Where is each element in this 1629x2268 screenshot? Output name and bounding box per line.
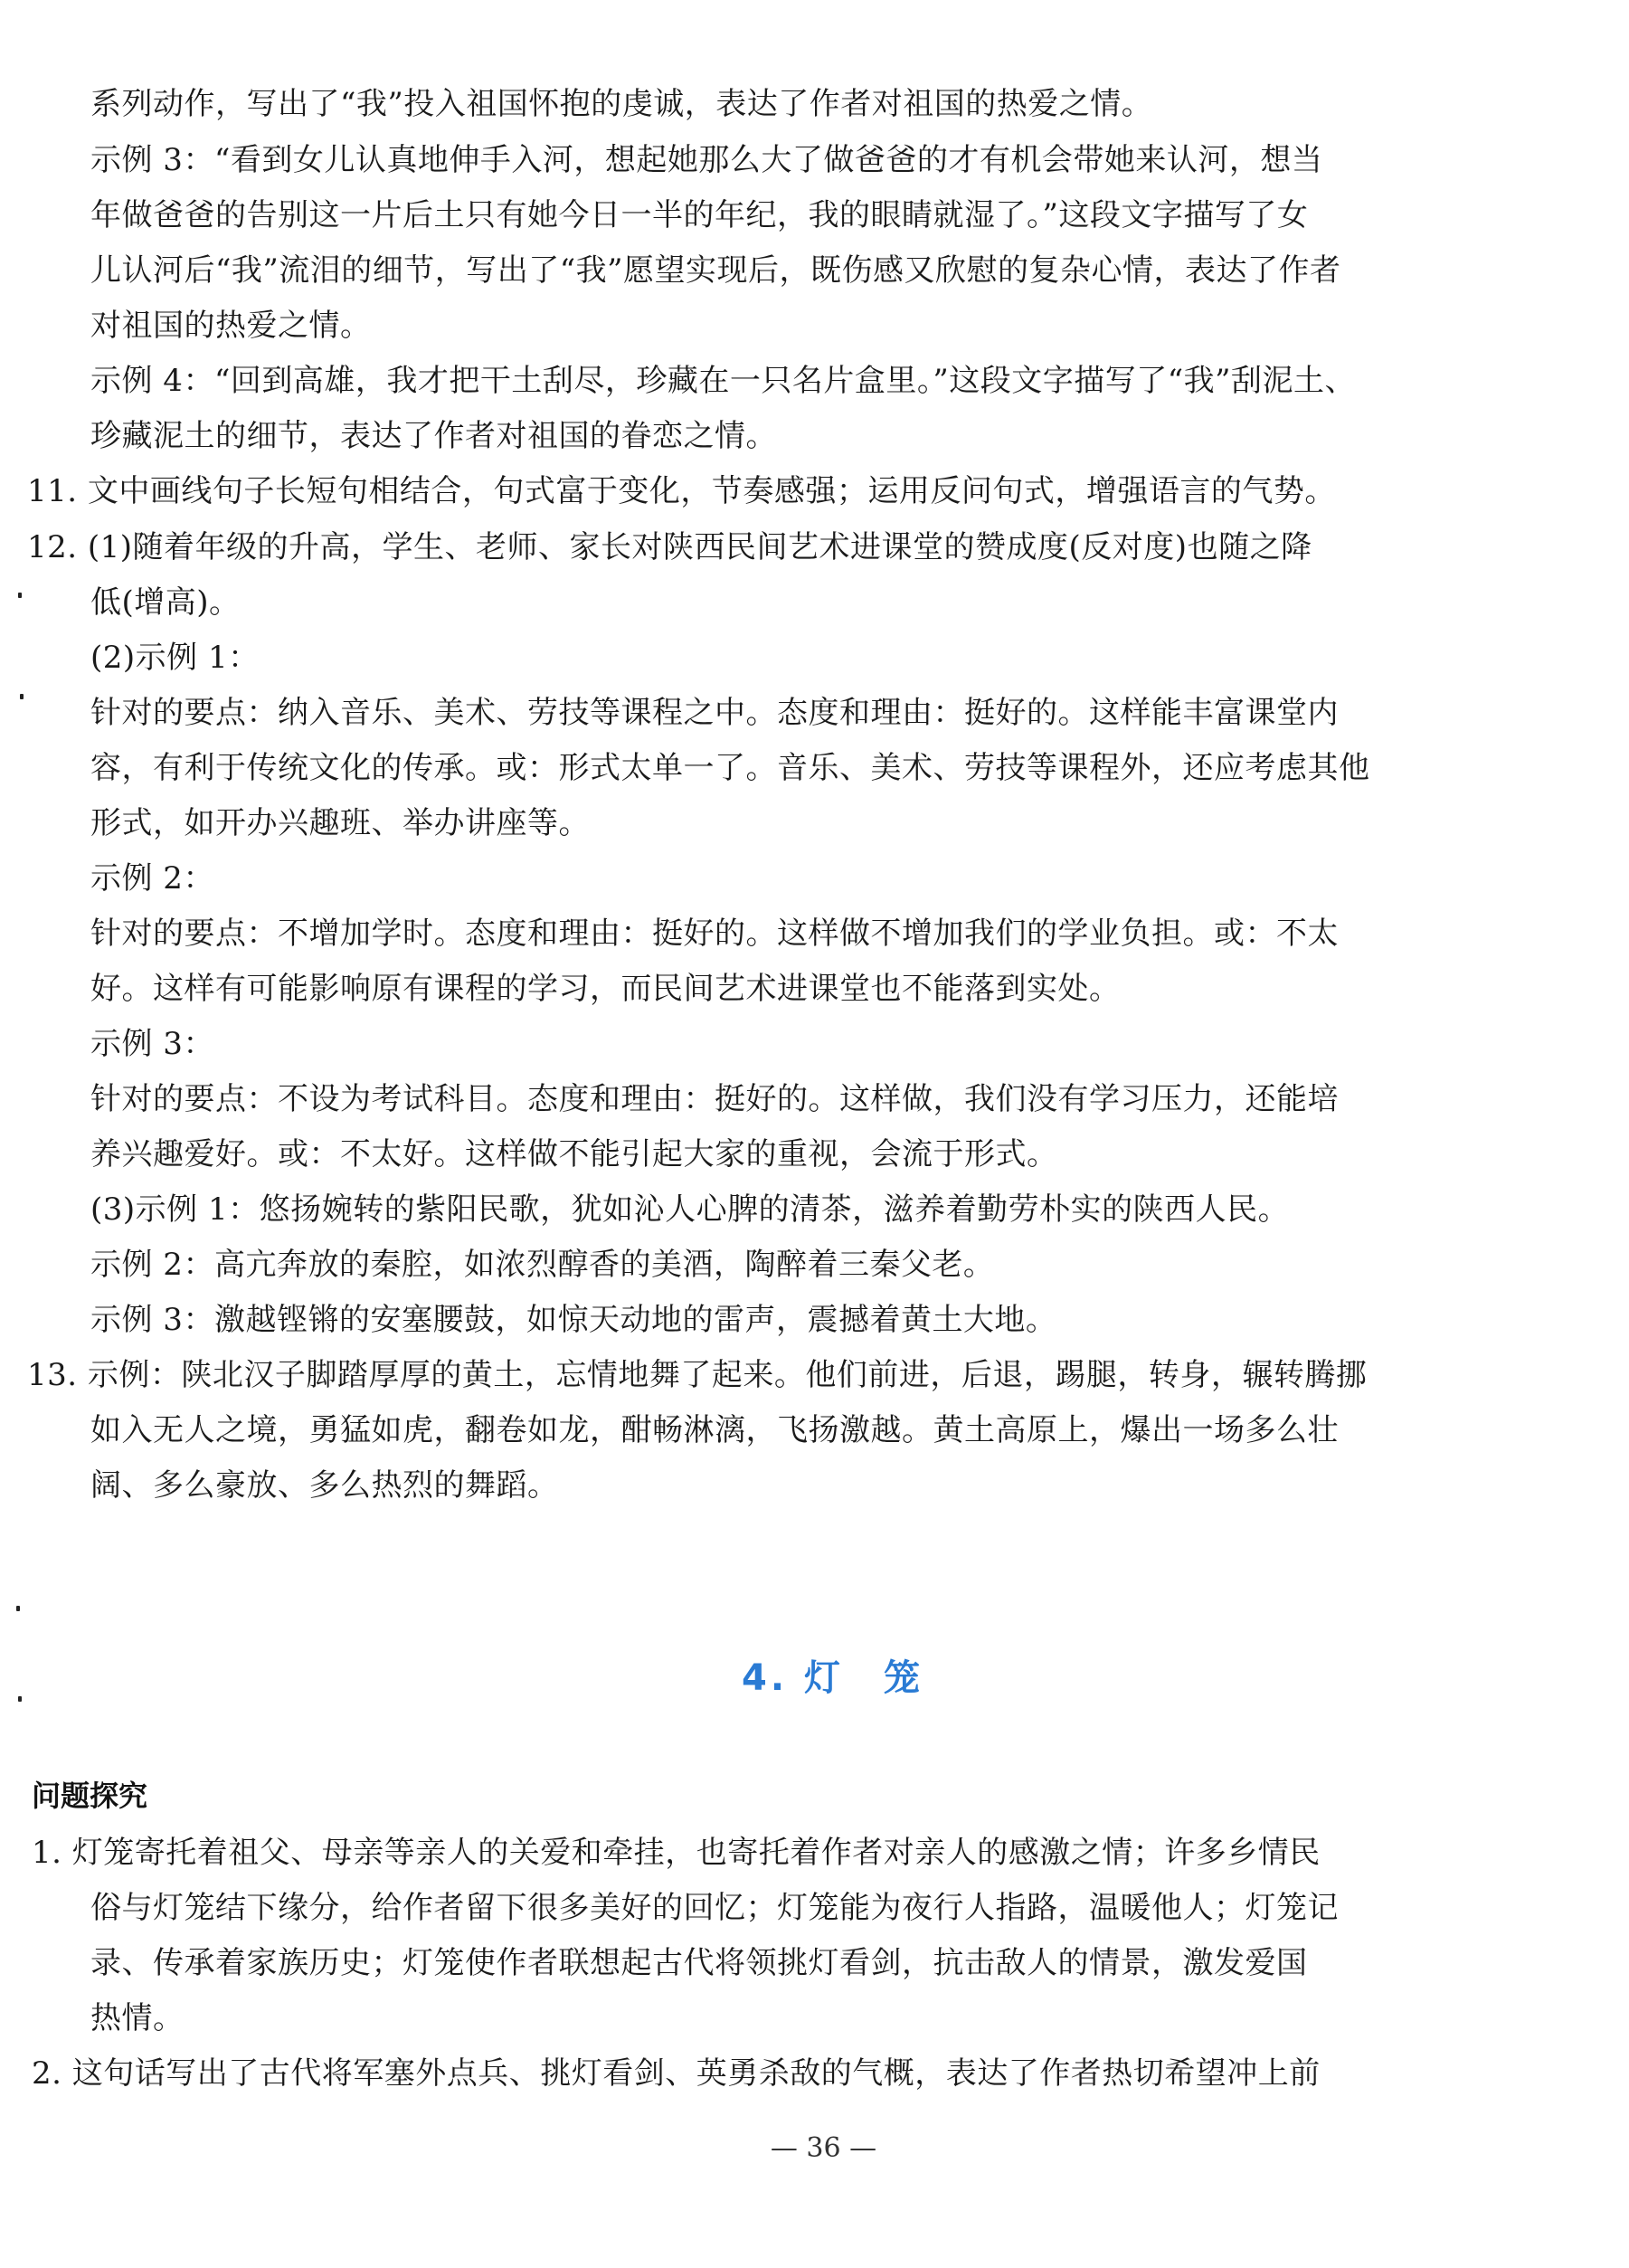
text-line: 示例 3：激越铿锵的安塞腰鼓，如惊天动地的雷声，震撼着黄土大地。: [90, 1302, 1057, 1338]
text-line: 示例 3：“看到女儿认真地伸手入河，想起她那么大了做爸爸的才有机会带她来认河，想当: [90, 142, 1323, 178]
text-line: (2)示例 1：: [90, 640, 260, 676]
text-line: 示例 2：: [90, 860, 214, 897]
scan-dot: [18, 593, 22, 598]
scan-dot: [20, 694, 24, 699]
text-line: 年做爸爸的告别这一片后土只有她今日一半的年纪，我的眼睛就湿了。”这段文字描写了女: [90, 197, 1309, 233]
text-line: 如入无人之境，勇猛如虎，翻卷如龙，酣畅淋漓，飞扬激越。黄土高原上，爆出一场多么壮: [90, 1412, 1339, 1448]
text-line: 录、传承着家族历史；灯笼使作者联想起古代将领挑灯看剑，抗击敌人的情景，激发爱国: [90, 1945, 1308, 1981]
text-line: 低(增高)。: [90, 584, 241, 621]
text-line: 珍藏泥土的细节，表达了作者对祖国的眷恋之情。: [90, 418, 777, 454]
text-line: 示例 3：: [90, 1026, 214, 1062]
text-line: 13. 示例：陕北汉子脚踏厚厚的黄土，忘情地舞了起来。他们前进，后退，踢腿，转身，辗转腾挪: [27, 1357, 1368, 1393]
text-line: 形式，如开办兴趣班、举办讲座等。: [90, 805, 590, 841]
text-line: 12. (1)随着年级的升高，学生、老师、家长对陕西民间艺术进课堂的赞成度(反对度)也随之降: [27, 529, 1312, 565]
text-line: 示例 2：高亢奔放的秦腔，如浓烈醇香的美酒，陶醉着三秦父老。: [90, 1247, 995, 1283]
page-number: — 36 —: [770, 2132, 877, 2164]
text-line: 热情。: [90, 2000, 185, 2036]
text-line: 针对的要点：纳入音乐、美术、劳技等课程之中。态度和理由：挺好的。这样能丰富课堂内: [90, 695, 1339, 731]
subsection-title: 问题探究: [32, 1779, 148, 1813]
text-line: 系列动作，写出了“我”投入祖国怀抱的虔诚，表达了作者对祖国的热爱之情。: [90, 86, 1153, 122]
text-line: 容，有利于传统文化的传承。或：形式太单一了。音乐、美术、劳技等课程外，还应考虑其他: [90, 750, 1370, 786]
text-line: 好。这样有可能影响原有课程的学习，而民间艺术进课堂也不能落到实处。: [90, 971, 1121, 1007]
text-line: 对祖国的热爱之情。: [90, 308, 372, 344]
text-line: 示例 4：“回到高雄，我才把干土刮尽，珍藏在一只名片盒里。”这段文字描写了“我”刮泥土、: [90, 363, 1356, 399]
scan-dot: [18, 1696, 22, 1702]
text-line: 俗与灯笼结下缘分，给作者留下很多美好的回忆；灯笼能为夜行人指路，温暖他人；灯笼记: [90, 1890, 1339, 1926]
scan-dot: [16, 1606, 20, 1611]
section-title: 4. 灯 笼: [742, 1657, 923, 1699]
text-line: 针对的要点：不增加学时。态度和理由：挺好的。这样做不增加我们的学业负担。或：不太: [90, 916, 1339, 952]
text-line: 2. 这句话写出了古代将军塞外点兵、挑灯看剑、英勇杀敌的气概，表达了作者热切希望冲上前: [32, 2055, 1321, 2092]
text-line: 针对的要点：不设为考试科目。态度和理由：挺好的。这样做，我们没有学习压力，还能培: [90, 1081, 1339, 1117]
text-line: 阔、多么豪放、多么热烈的舞蹈。: [90, 1467, 559, 1504]
text-line: 养兴趣爱好。或：不太好。这样做不能引起大家的重视，会流于形式。: [90, 1136, 1058, 1172]
text-line: 11. 文中画线句子长短句相结合，句式富于变化，节奏感强；运用反问句式，增强语言的气势。: [27, 473, 1336, 509]
text-line: 儿认河后“我”流泪的细节，写出了“我”愿望实现后，既伤感又欣慰的复杂心情，表达了作者: [90, 252, 1341, 289]
text-line: 1. 灯笼寄托着祖父、母亲等亲人的关爱和牵挂，也寄托着作者对亲人的感激之情；许多乡情民: [32, 1835, 1321, 1871]
text-line: (3)示例 1：悠扬婉转的紫阳民歌，犹如沁人心脾的清茶，滋养着勤劳朴实的陕西人民。: [90, 1191, 1290, 1228]
